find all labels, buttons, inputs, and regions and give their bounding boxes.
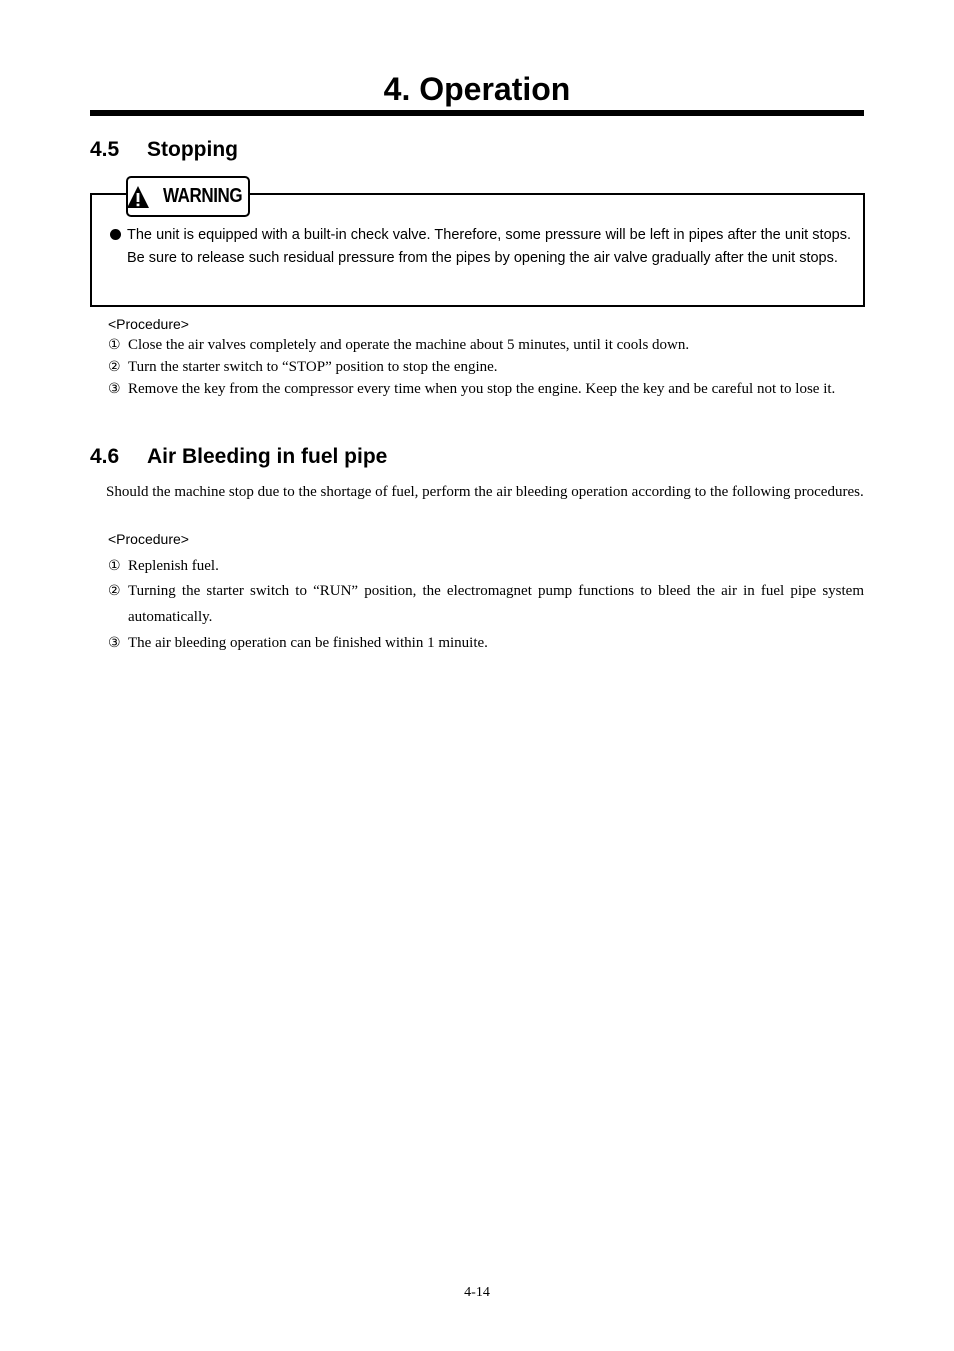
section-heading-stopping bbox=[90, 137, 238, 163]
procedure-step bbox=[108, 553, 864, 579]
step-number: ① bbox=[108, 558, 121, 574]
step-text: The air bleeding operation can be finished within 1 minuite. bbox=[128, 635, 488, 651]
procedure-step bbox=[108, 335, 864, 357]
title-rule bbox=[90, 110, 864, 116]
step-number: ① bbox=[108, 337, 121, 353]
step-number: ② bbox=[108, 359, 121, 375]
step-text: Replenish fuel. bbox=[128, 558, 219, 574]
step-number: ③ bbox=[108, 635, 121, 651]
section-intro-paragraph: Should the machine stop due to the shortage of fuel, perform the air bleeding operation according to the following procedures. bbox=[106, 484, 864, 500]
step-text: Turn the starter switch to “STOP” position to stop the engine. bbox=[128, 359, 498, 375]
section-number: 4.6 bbox=[90, 445, 120, 468]
page-number: 4-14 bbox=[464, 1285, 490, 1300]
procedure-step bbox=[108, 578, 864, 630]
section-heading-air-bleeding bbox=[90, 444, 387, 470]
warning-label-text: WARNING bbox=[163, 185, 243, 207]
procedure-step bbox=[108, 379, 864, 401]
procedure-step bbox=[108, 357, 864, 379]
warning-triangle-icon bbox=[126, 185, 150, 209]
step-number: ③ bbox=[108, 381, 121, 397]
procedure-label: <Procedure> bbox=[108, 531, 189, 547]
warning-message bbox=[110, 224, 851, 269]
step-text: Close the air valves completely and operate the machine about 5 minutes, until it cools down. bbox=[128, 337, 690, 353]
section-title: Stopping bbox=[147, 138, 238, 161]
step-number: ② bbox=[108, 583, 121, 599]
step-text: Turning the starter switch to “RUN” position, the electromagnet pump functions to bleed the air in fuel pipe system automatically. bbox=[128, 583, 864, 625]
procedure-step bbox=[108, 630, 864, 656]
step-text: Remove the key from the compressor every time when you stop the engine. Keep the key and be careful not to lose it. bbox=[128, 381, 836, 397]
procedure-label: <Procedure> bbox=[108, 316, 189, 332]
bullet-dot bbox=[110, 229, 121, 240]
section-title: Air Bleeding in fuel pipe bbox=[147, 445, 388, 468]
section-number: 4.5 bbox=[90, 138, 120, 161]
warning-label bbox=[126, 176, 250, 217]
warning-message-text: The unit is equipped with a built-in check valve. Therefore, some pressure will be left in pipes after the unit stops. Be sure to release such residual pressure from the pipes by opening the air valve gradually after the unit stops. bbox=[127, 227, 851, 266]
chapter-title: 4. Operation bbox=[383, 71, 571, 107]
